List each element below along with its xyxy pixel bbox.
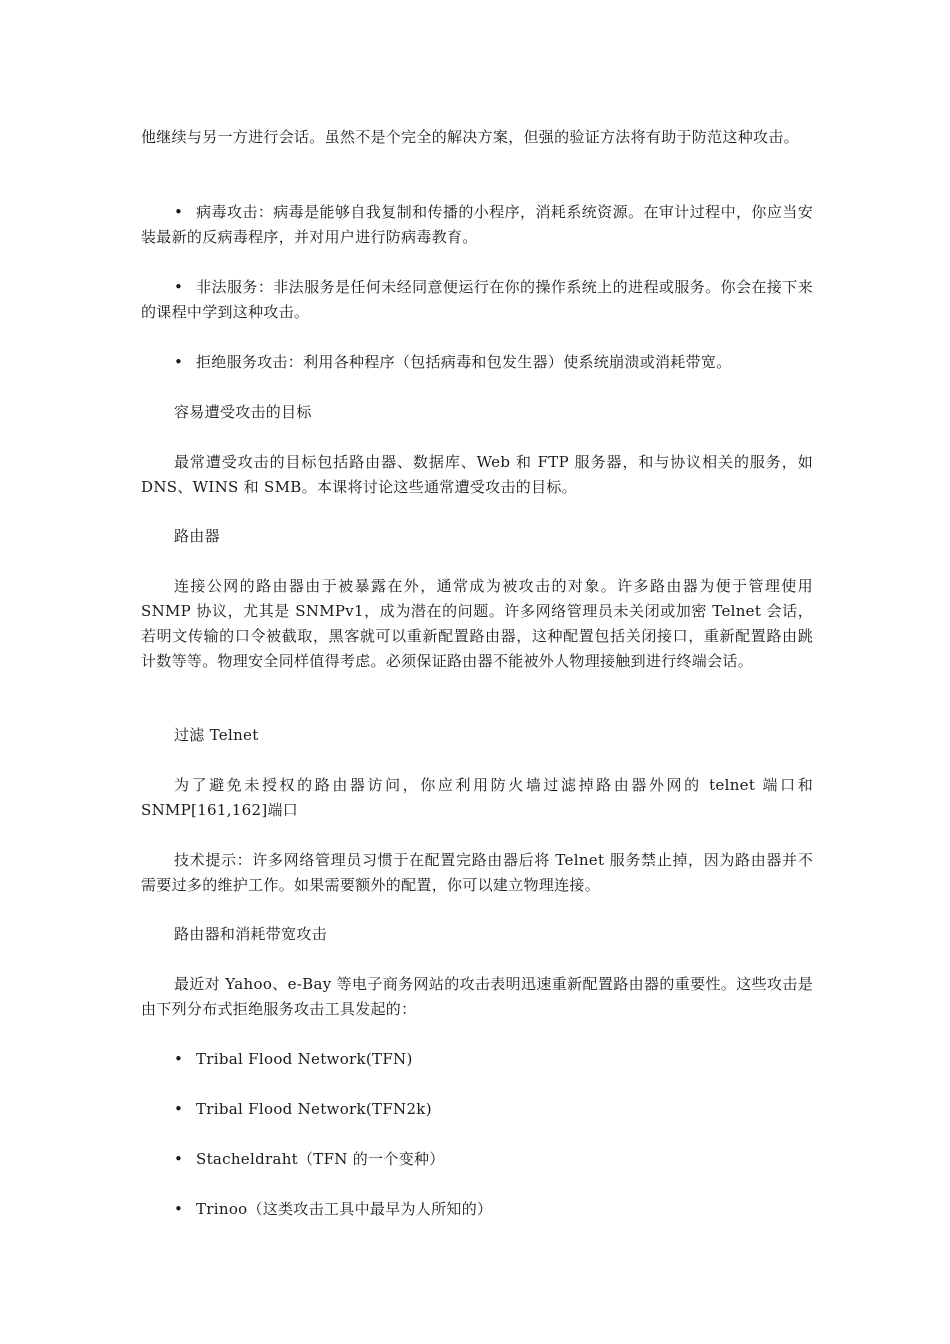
paragraph-common-targets bbox=[141, 450, 813, 500]
bullet-dot-icon: • bbox=[174, 1150, 184, 1168]
bullet-dot-icon: • bbox=[174, 1200, 184, 1218]
paragraph-text: 病毒攻击：病毒是能够自我复制和传播的小程序，消耗系统资源。在审计过程中，你应当安装最新的反病毒程序，并对用户进行防病毒教育。 bbox=[141, 203, 813, 246]
bullet-dot-icon: • bbox=[174, 203, 184, 221]
heading-vulnerable-targets bbox=[141, 400, 813, 425]
bullet-trinoo bbox=[141, 1197, 813, 1222]
paragraph-continuation bbox=[141, 125, 813, 150]
paragraph-ddos-tools-intro bbox=[141, 972, 813, 1022]
bullet-dos-attack bbox=[141, 350, 813, 375]
paragraph-text: Tribal Flood Network(TFN) bbox=[196, 1050, 413, 1068]
bullet-virus-attack bbox=[141, 200, 813, 250]
heading-text: 路由器和消耗带宽攻击 bbox=[174, 925, 328, 943]
paragraph-text: Stacheldraht（TFN 的一个变种） bbox=[196, 1150, 445, 1168]
bullet-dot-icon: • bbox=[174, 1050, 184, 1068]
heading-filter-telnet bbox=[141, 723, 813, 748]
bullet-dot-icon: • bbox=[174, 353, 184, 371]
paragraph-text: 连接公网的路由器由于被暴露在外，通常成为被攻击的对象。许多路由器为便于管理使用 SNMP 协议，尤其是 SNMPv1，成为潜在的问题。许多网络管理员未关闭或加密 Telnet 会话，若明文传输的口令被截取，黑客就可以重新配置路由器，这种配置包括关闭接口，重新配置路由跳计数等等。物理安全同样值得考虑。必须保证路由器不能被外人物理接触到进行终端会话。 bbox=[141, 577, 813, 670]
paragraph-text: 拒绝服务攻击：利用各种程序（包括病毒和包发生器）使系统崩溃或消耗带宽。 bbox=[196, 353, 732, 371]
paragraph-text: Tribal Flood Network(TFN2k) bbox=[196, 1100, 432, 1118]
paragraph-filter-ports bbox=[141, 773, 813, 823]
heading-text: 路由器 bbox=[174, 527, 220, 545]
paragraph-text: 为了避免未授权的路由器访问，你应利用防火墙过滤掉路由器外网的 telnet 端口和 SNMP[161,162]端口 bbox=[141, 776, 813, 819]
bullet-tfn2k bbox=[141, 1097, 813, 1122]
paragraph-text: 最近对 Yahoo、e-Bay 等电子商务网站的攻击表明迅速重新配置路由器的重要性。这些攻击是由下列分布式拒绝服务攻击工具发起的： bbox=[141, 975, 813, 1018]
paragraph-text: 他继续与另一方进行会话。虽然不是个完全的解决方案，但强的验证方法将有助于防范这种攻击。 bbox=[141, 128, 799, 146]
bullet-illegal-service bbox=[141, 275, 813, 325]
heading-text: 过滤 Telnet bbox=[174, 726, 259, 744]
heading-routers bbox=[141, 524, 813, 549]
paragraph-router-exposure bbox=[141, 574, 813, 674]
paragraph-tech-tip bbox=[141, 848, 813, 898]
paragraph-text: 最常遭受攻击的目标包括路由器、数据库、Web 和 FTP 服务器，和与协议相关的服务，如 DNS、WINS 和 SMB。本课将讨论这些通常遭受攻击的目标。 bbox=[141, 453, 813, 496]
bullet-dot-icon: • bbox=[174, 278, 184, 296]
bullet-dot-icon: • bbox=[174, 1100, 184, 1118]
heading-text: 容易遭受攻击的目标 bbox=[174, 403, 312, 421]
paragraph-text: Trinoo（这类攻击工具中最早为人所知的） bbox=[196, 1200, 493, 1218]
paragraph-text: 非法服务：非法服务是任何未经同意便运行在你的操作系统上的进程或服务。你会在接下来的课程中学到这种攻击。 bbox=[141, 278, 813, 321]
heading-router-bandwidth-attack bbox=[141, 922, 813, 947]
paragraph-text: 技术提示：许多网络管理员习惯于在配置完路由器后将 Telnet 服务禁止掉，因为路由器并不需要过多的维护工作。如果需要额外的配置，你可以建立物理连接。 bbox=[141, 851, 813, 894]
bullet-tfn bbox=[141, 1047, 813, 1072]
bullet-stacheldraht bbox=[141, 1147, 813, 1172]
